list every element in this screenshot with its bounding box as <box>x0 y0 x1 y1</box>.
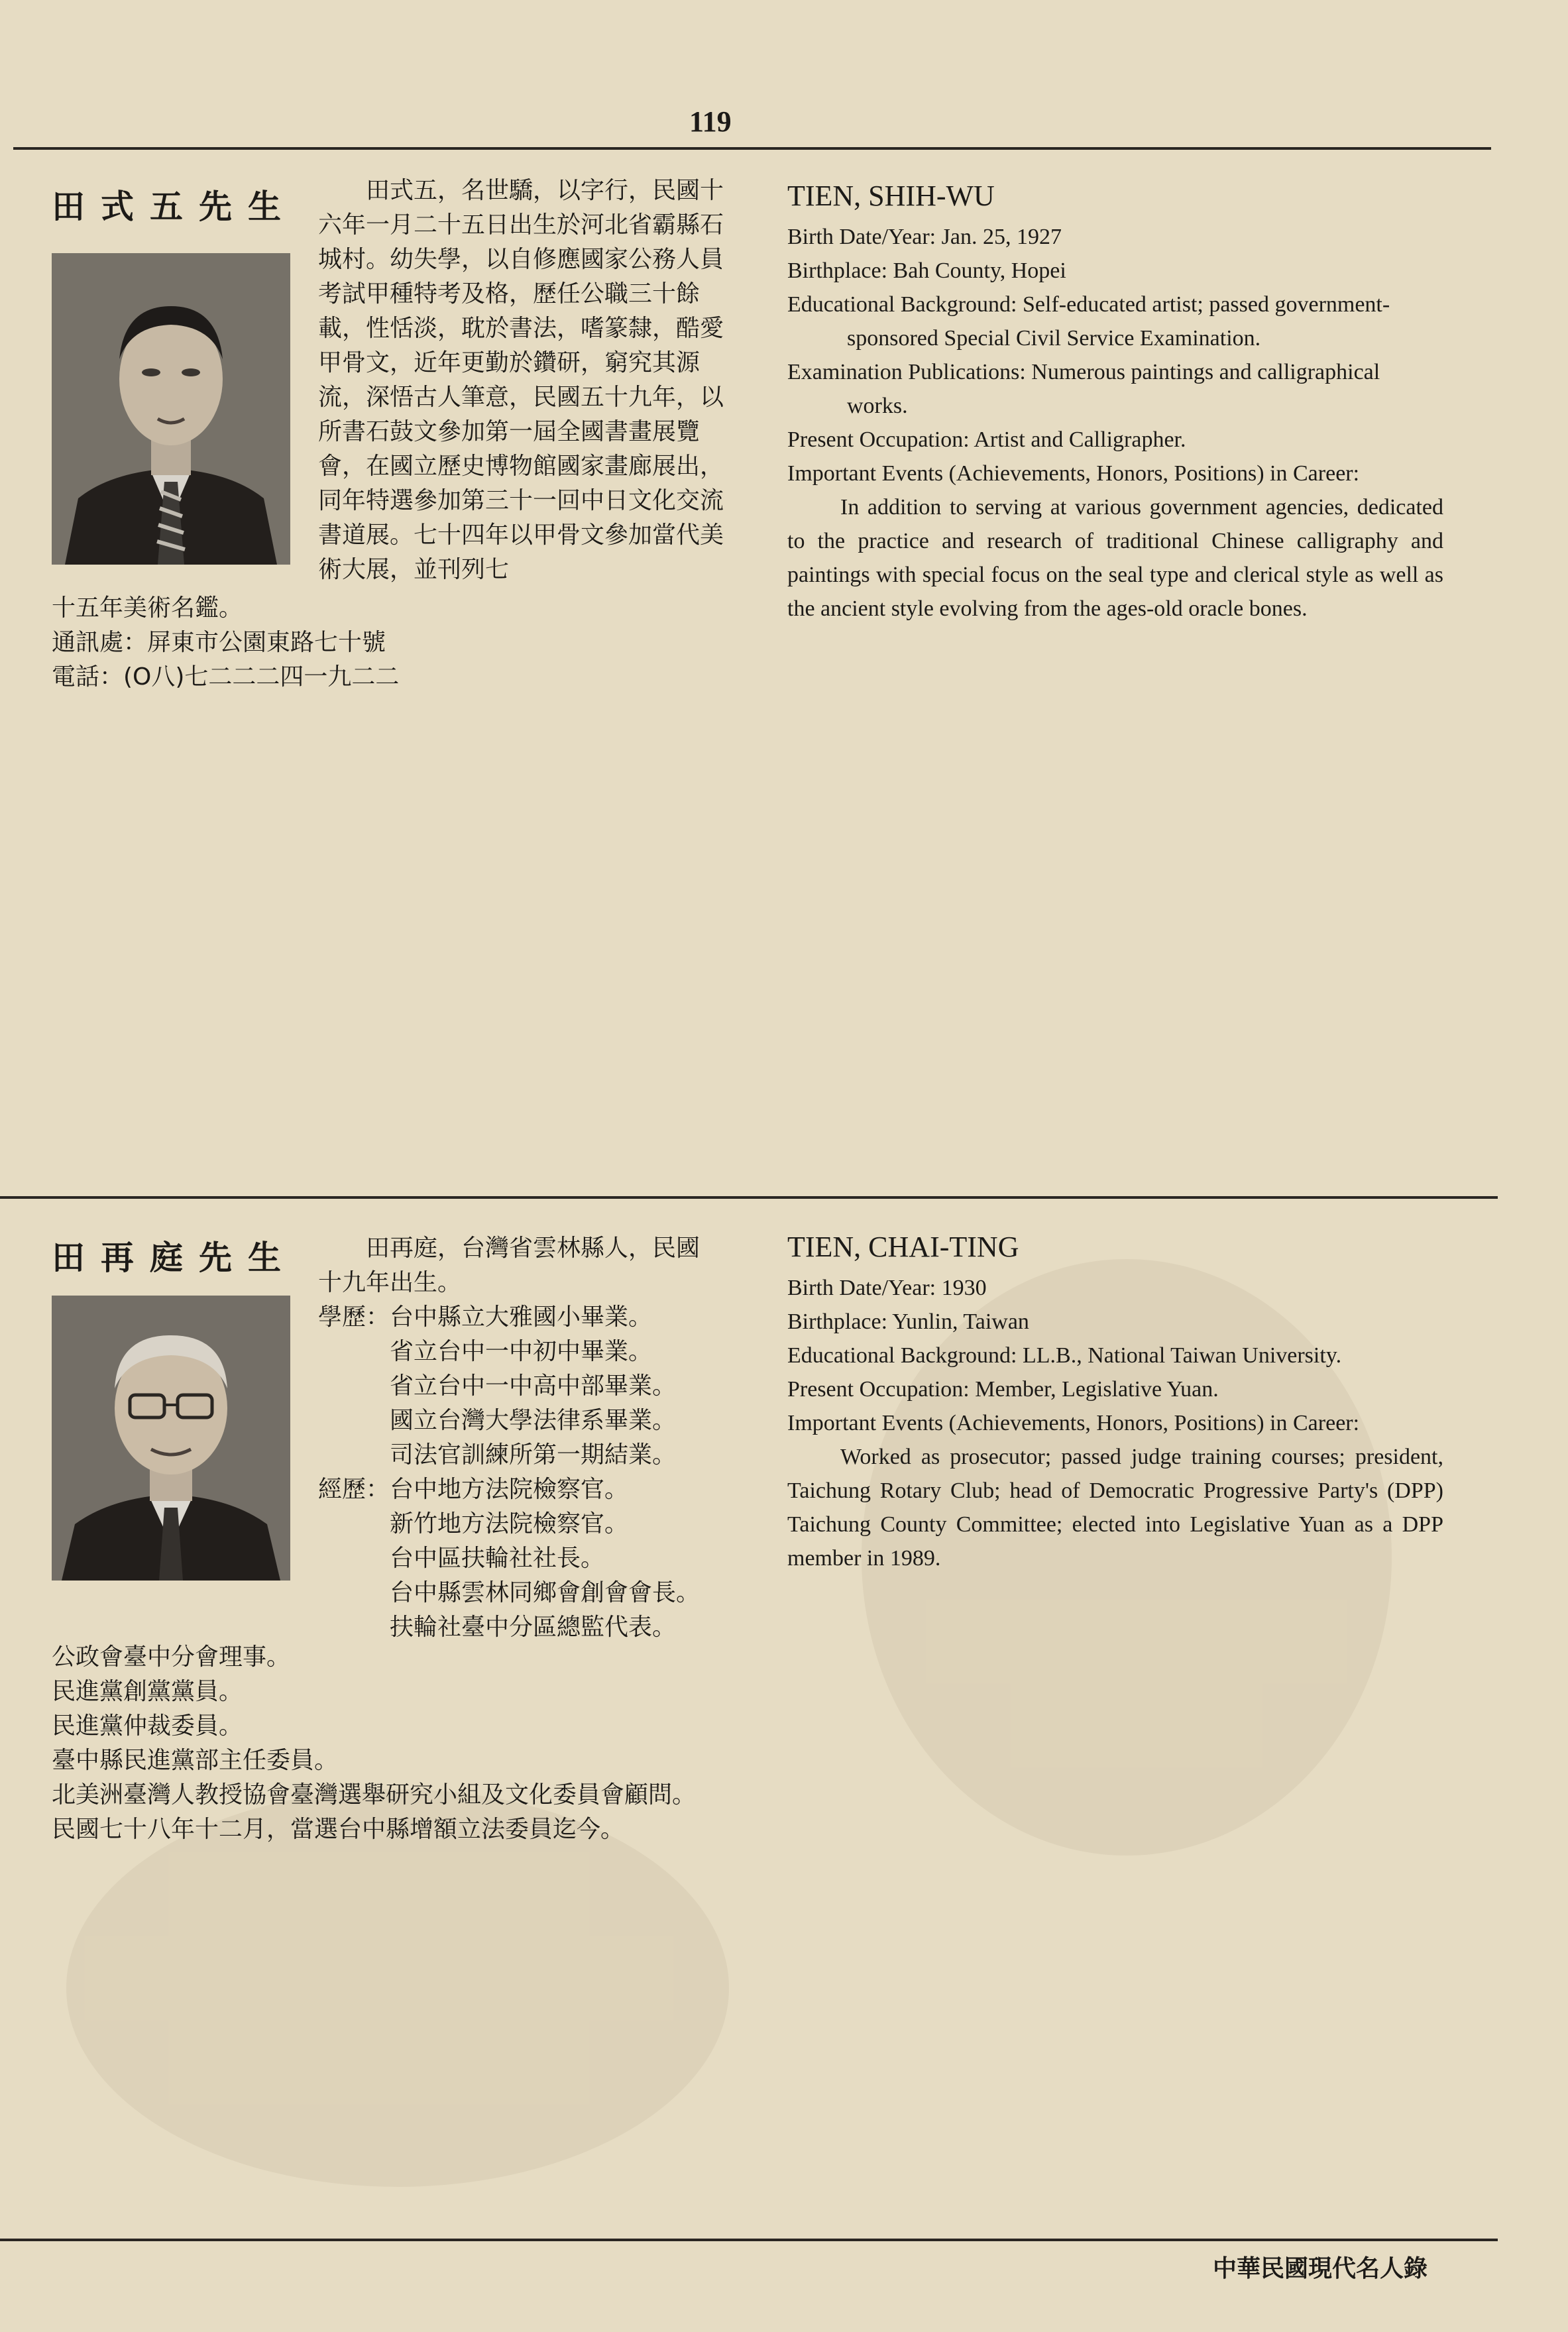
publications: Examination Publications: Numerous paintings and calligraphical works. <box>787 360 1380 418</box>
education-line: 學歷：台中縣立大雅國小畢業。 <box>318 1304 653 1331</box>
chinese-biography <box>318 1231 729 1645</box>
portrait-photo <box>52 253 290 565</box>
career-line: 台中縣雲林同鄉會創會會長。 <box>390 1579 700 1606</box>
footer-rule <box>0 2239 1498 2241</box>
events-heading: Important Events (Achievements, Honors, Positions) in Career: <box>787 461 1360 486</box>
education: Educational Background: LL.B., National Taiwan University. <box>787 1343 1342 1368</box>
career-line: 民進黨仲裁委員。 <box>52 1712 243 1740</box>
header-rule <box>13 147 1491 150</box>
career-narrative: Worked as prosecutor; passed judge training courses; president, Taichung Rotary Club; head of Democratic Progressive Party's (DPP) Taichung County Committee; elected into Legislative Yuan as a DPP member in 1989. <box>787 1445 1443 1571</box>
contact-phone: 電話：(O八)七二二二四一九二二 <box>52 663 400 691</box>
education-line: 國立台灣大學法律系畢業。 <box>390 1407 677 1434</box>
birthplace: Birthplace: Yunlin, Taiwan <box>787 1309 1029 1334</box>
portrait-photo <box>52 1296 290 1581</box>
birth-date: Birth Date/Year: 1930 <box>787 1276 987 1300</box>
paper-shadow <box>66 1789 729 2187</box>
career-line: 公政會臺中分會理事。 <box>52 1643 291 1671</box>
chinese-biography-continued <box>52 591 741 694</box>
chinese-biography: 田式五，名世驕，以字行，民國十六年一月二十五日出生於河北省霸縣石城村。幼失學，以自修應國家公務人員考試甲種特考及格，歷任公職三十餘載，性恬淡，耽於書法，嗜篆隸，酷愛甲骨文，近年更勤於鑽研，窮究其源流，深悟古人筆意，民國五十九年，以所書石鼓文參加第一屆全國書畫展覽會，在國立歷史博物館國家畫廊展出，同年特選參加第三十一回中日文化交流書道展。七十四年以甲骨文參加當代美術大展，並刊列七 <box>318 177 724 583</box>
career-line: 臺中縣民進黨部主任委員。 <box>52 1747 339 1774</box>
page-number: 119 <box>689 105 732 138</box>
contact-address: 通訊處：屏東市公園東路七十號 <box>52 629 386 656</box>
chinese-line: 十五年美術名鑑。 <box>52 594 243 622</box>
english-biography <box>787 1227 1443 1575</box>
entry-english-name: TIEN, CHAI-TING <box>787 1231 1019 1263</box>
chinese-biography-continued <box>52 1640 741 1847</box>
events-heading: Important Events (Achievements, Honors, Positions) in Career: <box>787 1411 1360 1435</box>
education: Educational Background: Self-educated artist; passed government-sponsored Special Civil Service Examination. <box>787 292 1390 351</box>
occupation: Present Occupation: Artist and Calligrapher. <box>787 427 1186 452</box>
career-line: 經歷：台中地方法院檢察官。 <box>318 1476 629 1503</box>
education-line: 省立台中一中高中部畢業。 <box>390 1372 677 1400</box>
entry-english-name: TIEN, SHIH-WU <box>787 180 995 212</box>
career-line: 台中區扶輪社社長。 <box>390 1545 605 1572</box>
career-line: 扶輪社臺中分區總監代表。 <box>390 1614 677 1641</box>
entry-chinese-name: 田再庭先生 <box>52 1239 297 1277</box>
education-line: 省立台中一中初中畢業。 <box>390 1338 653 1365</box>
career-line: 民進黨創黨黨員。 <box>52 1678 243 1705</box>
career-line: 民國七十八年十二月，當選台中縣增額立法委員迄今。 <box>52 1816 625 1843</box>
book-title-footer: 中華民國現代名人錄 <box>1213 2255 1428 2282</box>
career-line: 新竹地方法院檢察官。 <box>390 1510 629 1537</box>
entry-chinese-name: 田式五先生 <box>52 188 297 226</box>
birth-date: Birth Date/Year: Jan. 25, 1927 <box>787 225 1062 249</box>
occupation: Present Occupation: Member, Legislative Yuan. <box>787 1377 1219 1402</box>
english-biography <box>787 176 1443 626</box>
chinese-line: 田再庭，台灣省雲林縣人，民國 <box>366 1235 700 1262</box>
education-line: 司法官訓練所第一期結業。 <box>390 1441 677 1469</box>
birthplace: Birthplace: Bah County, Hopei <box>787 258 1066 283</box>
entry-divider <box>0 1196 1498 1199</box>
career-narrative: In addition to serving at various government agencies, dedicated to the practice and research of traditional Chinese calligraphy and paintings with special focus on the seal type and clerical style as well as the ancient style evolving from the ages-old oracle bones. <box>787 495 1443 621</box>
chinese-line: 十九年出生。 <box>318 1269 462 1296</box>
career-line: 北美洲臺灣人教授協會臺灣選舉研究小組及文化委員會顧問。 <box>52 1781 697 1808</box>
